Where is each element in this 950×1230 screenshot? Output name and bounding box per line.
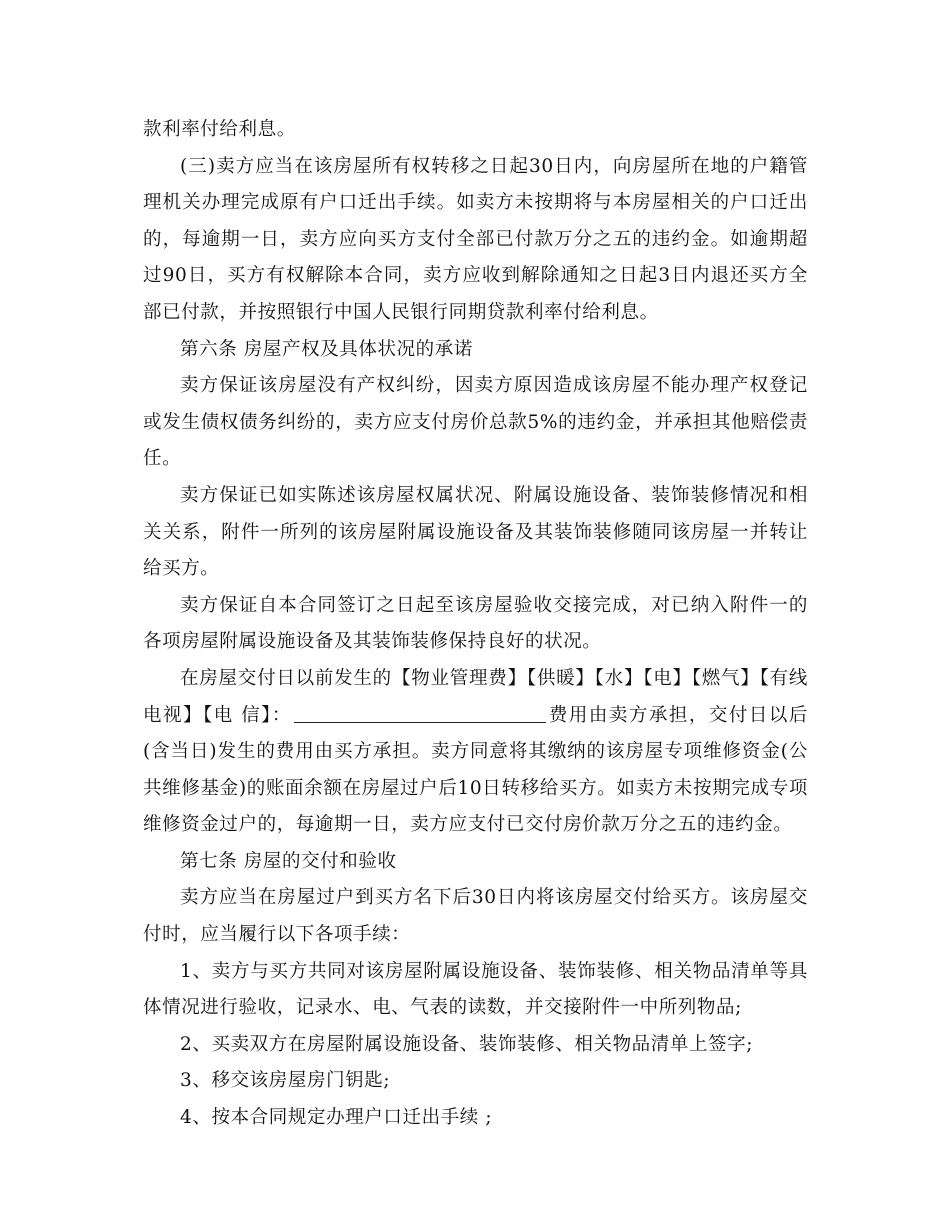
list-item-sign-checklist: 2、买卖双方在房屋附属设施设备、装饰装修、相关物品清单上签字; [180,1033,754,1055]
fees-list-text: 在房屋交付日以前发生的【物业管理费】【供暖】【水】【电】【燃气】【有线电视】【电 信】： [143,667,808,726]
list-item-hand-over-keys: 3、移交该房屋房门钥匙; [180,1070,391,1092]
article-six-heading: 第六条 房屋产权及具体状况的承诺 [180,338,473,360]
paragraph-fees-before-delivery [143,661,808,844]
fill-in-blank [294,704,546,723]
contract-text [143,112,808,1137]
paragraph-delivery-deadline: 卖方应当在房屋过户到买方名下后30日内将该房屋交付给买方。该房屋交付时，应当履行以下各项手续： [143,887,808,946]
paragraph-property-rights-guarantee: 卖方保证该房屋没有产权纠纷，因卖方原因造成该房屋不能办理产权登记或发生债权债务纠纷的，卖方应支付房价总款5%的违约金，并承担其他赔偿责任。 [143,375,808,470]
paragraph-household-registration: (三)卖方应当在该房屋所有权转移之日起30日内，向房屋所在地的户籍管理机关办理完成原有户口迁出手续。如卖方未按期将与本房屋相关的户口迁出的，每逾期一日，卖方应向买方支付全部已付款万分之五的违约金。如逾期超过90日，买方有权解除本合同，卖方应收到解除通知之日起3日内退还买方全部已付款，并按照银行中国人民银行同期贷款利率付给利息。 [143,155,808,323]
paragraph-ownership-statement: 卖方保证已如实陈述该房屋权属状况、附属设施设备、装饰装修情况和相关关系，附件一所列的该房屋附属设施设备及其装饰装修随同该房屋一并转让给买方。 [143,484,808,580]
list-item-joint-inspection: 1、卖方与买方共同对该房屋附属设施设备、装饰装修、相关物品清单等具体情况进行验收，记录水、电、气表的读数，并交接附件一中所列物品; [143,960,808,1019]
article-seven-heading: 第七条 房屋的交付和验收 [180,850,397,872]
paragraph-facilities-condition: 卖方保证自本合同签订之日起至该房屋验收交接完成，对已纳入附件一的各项房屋附属设施设备及其装饰装修保持良好的状况。 [143,594,808,653]
fees-terms-text: 费用由卖方承担，交付日以后(含当日)发生的费用由买方承担。卖方同意将其缴纳的该房屋专项维修资金(公共维修基金)的账面余额在房屋过户后10日转移给买方。如卖方未按期完成专项维修资金过户的，每逾期一日，卖方应支付已交付房价款万分之五的违约金。 [143,704,808,836]
paragraph-interest-end: 款利率付给利息。 [143,119,296,140]
list-item-household-transfer: 4、按本合同规定办理户口迁出手续 ; [180,1107,493,1129]
